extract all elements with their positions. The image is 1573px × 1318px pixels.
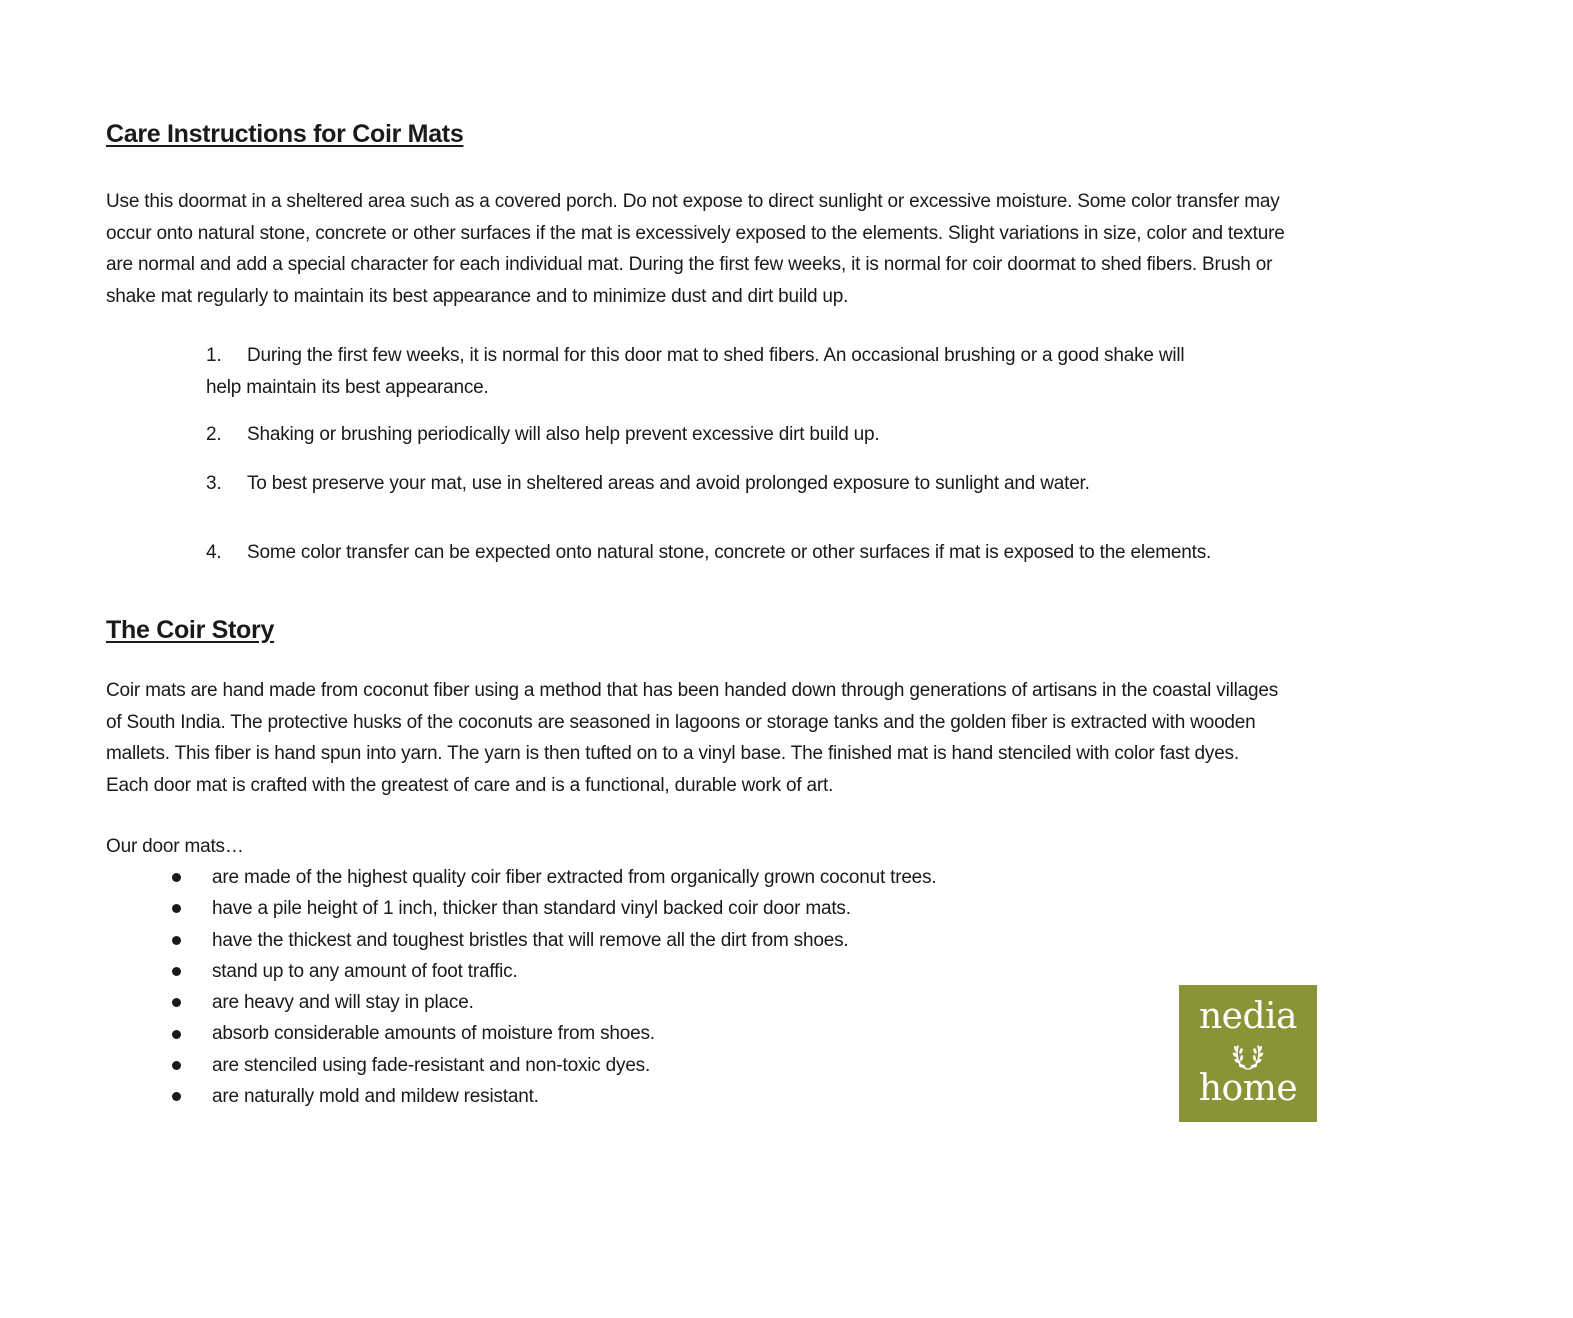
bullet-icon [172,998,181,1007]
bullet-icon [172,967,181,976]
bullet-icon [172,873,181,882]
step-text: Shaking or brushing periodically will also help prevent excessive dirt build up. [247,424,880,445]
bullet-icon [172,904,181,913]
story-paragraph [106,675,1406,801]
step-number: 1. [206,345,222,366]
list-item [170,1081,936,1112]
care-paragraph [106,186,1406,312]
list-item [170,956,936,987]
list-item [170,987,936,1018]
nedia-home-logo [1179,985,1317,1122]
list-item [170,1018,936,1049]
story-paragraph-line: mallets. This fiber is hand spun into yarn. The yarn is then tufted on to a vinyl base. The finished mat is hand stenciled with color fast dyes. [106,743,1239,764]
list-item-text: are naturally mold and mildew resistant. [212,1086,539,1108]
bullet-icon [172,1030,181,1039]
list-item-text: are made of the highest quality coir fiber extracted from organically grown coconut trees. [212,867,937,888]
care-step-2 [206,419,1406,451]
list-item [170,893,936,924]
story-paragraph-line: of South India. The protective husks of the coconuts are seasoned in lagoons or storage tanks and the golden fiber is extracted with wooden [106,711,1256,733]
care-step-1 [206,340,1406,403]
logo-text-bottom: home [1198,1068,1298,1109]
step-text: During the first few weeks, it is normal for this door mat to shed fibers. An occasional brushing or a good shake will [247,345,1185,366]
step-text: Some color transfer can be expected onto natural stone, concrete or other surfaces if mat is exposed to the elements. [247,542,1212,563]
door-mats-intro: Our door mats… [106,836,244,857]
list-item-text: stand up to any amount of foot traffic. [212,960,518,982]
care-paragraph-line: shake mat regularly to maintain its best appearance and to minimize dust and dirt build up. [106,285,849,307]
care-instructions-title: Care Instructions for Coir Mats [106,120,464,148]
story-paragraph-line: Each door mat is crafted with the greatest of care and is a functional, durable work of art. [106,774,834,796]
list-item-text: have the thickest and toughest bristles that will remove all the dirt from shoes. [212,929,849,951]
list-item-text: absorb considerable amounts of moisture from shoes. [212,1023,655,1045]
care-step-4 [206,537,1406,569]
bullet-icon [172,1092,181,1101]
door-mats-feature-list [170,862,936,1112]
logo-text-top: nedia [1198,996,1297,1037]
list-item-text: have a pile height of 1 inch, thicker than standard vinyl backed coir door mats. [212,898,851,920]
bullet-icon [172,1061,181,1070]
bullet-icon [172,936,181,945]
step-text-continued: help maintain its best appearance. [206,376,489,398]
care-step-3 [206,468,1406,500]
list-item [170,862,936,893]
list-item-text: are stenciled using fade-resistant and non-toxic dyes. [212,1054,651,1076]
care-paragraph-line: Use this doormat in a sheltered area such as a covered porch. Do not expose to direct sunlight or excessive moisture. Some color transfer may [106,191,1280,212]
list-item [170,1050,936,1081]
care-paragraph-line: occur onto natural stone, concrete or other surfaces if the mat is excessively exposed to the elements. Slight variations in size, color and texture [106,222,1285,244]
step-number: 2. [206,424,222,445]
step-number: 4. [206,542,222,563]
step-text: To best preserve your mat, use in sheltered areas and avoid prolonged exposure to sunlight and water. [247,473,1090,494]
list-item [170,925,936,956]
coir-story-title: The Coir Story [106,616,275,644]
care-paragraph-line: are normal and add a special character for each individual mat. During the first few weeks, it is normal for coir doormat to shed fibers. Brush or [106,254,1273,275]
step-number: 3. [206,473,222,494]
story-paragraph-line: Coir mats are hand made from coconut fiber using a method that has been handed down through generations of artisans in the coastal villages [106,680,1279,701]
list-item-text: are heavy and will stay in place. [212,992,474,1014]
